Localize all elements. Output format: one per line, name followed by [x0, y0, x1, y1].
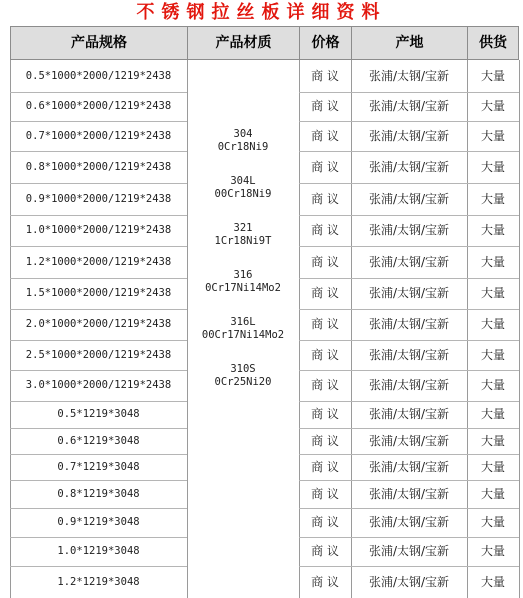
spec-cell: 1.2*1219*3048 [57, 576, 140, 588]
supply-cell: 大量 [480, 434, 505, 448]
supply-cell: 大量 [480, 129, 505, 143]
material-composition: 0Cr17Ni14Mo2 [205, 282, 281, 294]
supply-cell: 大量 [480, 378, 505, 392]
price-cell: 商 议 [311, 317, 339, 331]
price-cell: 商 议 [311, 487, 339, 501]
supply-cell: 大量 [480, 515, 505, 529]
header-origin: 产地 [351, 26, 467, 60]
page-title: 不锈钢拉丝板详细资料 [136, 2, 387, 23]
spec-cell: 2.0*1000*2000/1219*2438 [25, 318, 172, 330]
spec-cell: 1.5*1000*2000/1219*2438 [25, 287, 172, 299]
origin-cell: 张浦/太钢/宝新 [368, 255, 450, 269]
origin-cell: 张浦/太钢/宝新 [368, 348, 450, 362]
origin-cell: 张浦/太钢/宝新 [368, 317, 450, 331]
spec-cell: 0.5*1000*2000/1219*2438 [25, 70, 172, 82]
price-cell: 商 议 [311, 378, 339, 392]
material-code: 310S [230, 363, 256, 375]
price-cell: 商 议 [311, 192, 339, 206]
price-cell: 商 议 [311, 223, 339, 237]
price-cell: 商 议 [311, 544, 339, 558]
origin-cell: 张浦/太钢/宝新 [368, 575, 450, 589]
origin-cell: 张浦/太钢/宝新 [368, 515, 450, 529]
origin-cell: 张浦/太钢/宝新 [368, 69, 450, 83]
origin-cell: 张浦/太钢/宝新 [368, 192, 450, 206]
material-code: 304L [230, 175, 256, 187]
spec-cell: 0.8*1219*3048 [57, 488, 140, 500]
material-code: 321 [233, 222, 253, 234]
column-divider [519, 60, 520, 598]
origin-cell: 张浦/太钢/宝新 [368, 129, 450, 143]
spec-cell: 0.6*1000*2000/1219*2438 [25, 100, 172, 112]
price-cell: 商 议 [311, 407, 339, 421]
origin-cell: 张浦/太钢/宝新 [368, 223, 450, 237]
supply-cell: 大量 [480, 192, 505, 206]
supply-cell: 大量 [480, 317, 505, 331]
origin-cell: 张浦/太钢/宝新 [368, 378, 450, 392]
supply-cell: 大量 [480, 407, 505, 421]
supply-cell: 大量 [480, 487, 505, 501]
material-grade [187, 269, 299, 295]
spec-cell: 0.9*1000*2000/1219*2438 [25, 193, 172, 205]
supply-cell: 大量 [480, 160, 505, 174]
price-cell: 商 议 [311, 160, 339, 174]
material-grade [187, 175, 299, 201]
supply-cell: 大量 [480, 575, 505, 589]
material-composition: 1Cr18Ni9T [214, 235, 272, 247]
spec-cell: 0.7*1219*3048 [57, 461, 140, 473]
price-cell: 商 议 [311, 99, 339, 113]
spec-cell: 0.8*1000*2000/1219*2438 [25, 161, 172, 173]
header-supply: 供货 [467, 26, 519, 60]
spec-cell: 3.0*1000*2000/1219*2438 [25, 379, 172, 391]
material-list [187, 128, 299, 410]
material-code: 304 [233, 128, 253, 140]
price-cell: 商 议 [311, 515, 339, 529]
origin-cell: 张浦/太钢/宝新 [368, 99, 450, 113]
material-grade [187, 363, 299, 389]
spec-cell: 0.7*1000*2000/1219*2438 [25, 130, 172, 142]
supply-cell: 大量 [480, 255, 505, 269]
price-cell: 商 议 [311, 575, 339, 589]
supply-cell: 大量 [480, 69, 505, 83]
supply-cell: 大量 [480, 544, 505, 558]
spec-cell: 0.6*1219*3048 [57, 435, 140, 447]
price-cell: 商 议 [311, 129, 339, 143]
supply-cell: 大量 [480, 460, 505, 474]
material-code: 316 [233, 269, 253, 281]
origin-cell: 张浦/太钢/宝新 [368, 407, 450, 421]
spec-cell: 0.5*1219*3048 [57, 408, 140, 420]
price-cell: 商 议 [311, 69, 339, 83]
supply-cell: 大量 [480, 99, 505, 113]
origin-cell: 张浦/太钢/宝新 [368, 460, 450, 474]
material-composition: 0Cr18Ni9 [217, 141, 269, 153]
header-material: 产品材质 [187, 26, 299, 60]
origin-cell: 张浦/太钢/宝新 [368, 434, 450, 448]
spec-cell: 1.0*1000*2000/1219*2438 [25, 224, 172, 236]
spec-cell: 1.2*1000*2000/1219*2438 [25, 256, 172, 268]
supply-cell: 大量 [480, 286, 505, 300]
price-cell: 商 议 [311, 348, 339, 362]
price-cell: 商 议 [311, 286, 339, 300]
supply-cell: 大量 [480, 348, 505, 362]
origin-cell: 张浦/太钢/宝新 [368, 544, 450, 558]
material-composition: 0Cr25Ni20 [214, 376, 272, 388]
material-grade [187, 316, 299, 342]
material-grade [187, 128, 299, 154]
header-spec: 产品规格 [10, 26, 187, 60]
supply-cell: 大量 [480, 223, 505, 237]
material-composition: 00Cr18Ni9 [214, 188, 272, 200]
spec-cell: 1.0*1219*3048 [57, 545, 140, 557]
origin-cell: 张浦/太钢/宝新 [368, 487, 450, 501]
spec-cell: 2.5*1000*2000/1219*2438 [25, 349, 172, 361]
material-composition: 00Cr17Ni14Mo2 [201, 329, 285, 341]
origin-cell: 张浦/太钢/宝新 [368, 160, 450, 174]
spec-cell: 0.9*1219*3048 [57, 516, 140, 528]
price-cell: 商 议 [311, 460, 339, 474]
material-code: 316L [230, 316, 256, 328]
origin-cell: 张浦/太钢/宝新 [368, 286, 450, 300]
price-cell: 商 议 [311, 434, 339, 448]
price-cell: 商 议 [311, 255, 339, 269]
material-grade [187, 222, 299, 248]
header-price: 价格 [299, 26, 351, 60]
